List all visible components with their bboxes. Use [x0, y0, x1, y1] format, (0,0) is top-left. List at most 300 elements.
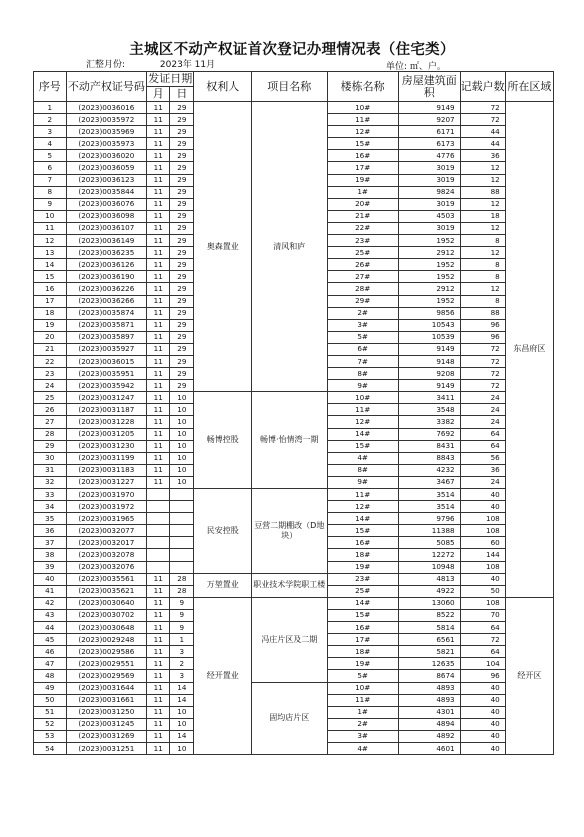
issue-day: 29	[170, 138, 194, 150]
row-number: 45	[34, 634, 67, 646]
cert-number: (2023)0031269	[66, 730, 147, 742]
household-count: 40	[460, 501, 505, 513]
issue-day: 14	[170, 730, 194, 742]
household-count: 64	[460, 646, 505, 658]
building-name: 14#	[327, 513, 398, 525]
floor-area: 7692	[398, 428, 460, 440]
floor-area: 2912	[398, 283, 460, 295]
building-name: 19#	[327, 561, 398, 573]
issue-month: 11	[147, 597, 170, 609]
owner-cell: 奥森置业	[194, 102, 252, 392]
row-number: 4	[34, 138, 67, 150]
cert-number: (2023)0031970	[66, 489, 147, 501]
row-number: 32	[34, 476, 67, 488]
issue-month: 11	[147, 428, 170, 440]
building-name: 11#	[327, 114, 398, 126]
building-name: 10#	[327, 392, 398, 404]
household-count: 24	[460, 404, 505, 416]
building-name: 8#	[327, 464, 398, 476]
building-name: 21#	[327, 210, 398, 222]
floor-area: 4892	[398, 730, 460, 742]
row-number: 39	[34, 561, 67, 573]
issue-day: 3	[170, 670, 194, 682]
issue-month: 11	[147, 162, 170, 174]
row-number: 2	[34, 114, 67, 126]
household-count: 8	[460, 235, 505, 247]
issue-month: 11	[147, 440, 170, 452]
floor-area: 3514	[398, 501, 460, 513]
cert-number: (2023)0035973	[66, 138, 147, 150]
issue-day: 9	[170, 609, 194, 621]
issue-month	[147, 525, 170, 537]
floor-area: 12635	[398, 658, 460, 670]
row-number: 52	[34, 718, 67, 730]
cert-number: (2023)0031183	[66, 464, 147, 476]
building-name: 1#	[327, 186, 398, 198]
household-count: 24	[460, 392, 505, 404]
issue-month: 11	[147, 283, 170, 295]
cert-number: (2023)0036235	[66, 247, 147, 259]
header-no: 序号	[34, 72, 67, 102]
building-name: 10#	[327, 682, 398, 694]
row-number: 43	[34, 609, 67, 621]
building-name: 17#	[327, 634, 398, 646]
issue-month: 11	[147, 380, 170, 392]
header-building: 楼栋名称	[327, 72, 398, 102]
cert-number: (2023)0035874	[66, 307, 147, 319]
building-name: 22#	[327, 222, 398, 234]
floor-area: 5085	[398, 537, 460, 549]
table-row	[34, 392, 554, 404]
building-name: 20#	[327, 198, 398, 210]
cert-number: (2023)0032017	[66, 537, 147, 549]
cert-number: (2023)0036266	[66, 295, 147, 307]
issue-month: 11	[147, 259, 170, 271]
cert-number: (2023)0029551	[66, 658, 147, 670]
issue-day: 1	[170, 634, 194, 646]
issue-day: 29	[170, 283, 194, 295]
row-number: 35	[34, 513, 67, 525]
building-name: 2#	[327, 307, 398, 319]
household-count: 64	[460, 428, 505, 440]
issue-month: 11	[147, 126, 170, 138]
issue-month: 11	[147, 102, 170, 114]
building-name: 3#	[327, 730, 398, 742]
issue-month: 11	[147, 718, 170, 730]
issue-month	[147, 561, 170, 573]
table-row	[34, 489, 554, 501]
owner-cell: 民安控股	[194, 489, 252, 574]
household-count: 72	[460, 102, 505, 114]
row-number: 44	[34, 622, 67, 634]
floor-area: 3382	[398, 416, 460, 428]
cert-number: (2023)0035621	[66, 585, 147, 597]
issue-day: 28	[170, 573, 194, 585]
issue-day: 10	[170, 404, 194, 416]
floor-area: 1952	[398, 235, 460, 247]
cert-number: (2023)0031247	[66, 392, 147, 404]
floor-area: 6561	[398, 634, 460, 646]
issue-day: 2	[170, 658, 194, 670]
issue-day: 29	[170, 355, 194, 367]
row-number: 24	[34, 380, 67, 392]
project-cell: 豆营二期棚改（D地块）	[252, 489, 327, 574]
issue-day: 29	[170, 102, 194, 114]
row-number: 49	[34, 682, 67, 694]
household-count: 24	[460, 476, 505, 488]
building-name: 15#	[327, 609, 398, 621]
floor-area: 13060	[398, 597, 460, 609]
issue-day	[170, 561, 194, 573]
building-name: 14#	[327, 597, 398, 609]
building-name: 4#	[327, 742, 398, 754]
floor-area: 5814	[398, 622, 460, 634]
row-number: 54	[34, 742, 67, 754]
issue-day: 10	[170, 416, 194, 428]
floor-area: 8522	[398, 609, 460, 621]
floor-area: 3548	[398, 404, 460, 416]
issue-month: 11	[147, 694, 170, 706]
header-project: 项目名称	[252, 72, 327, 102]
issue-day: 29	[170, 210, 194, 222]
registration-table	[33, 71, 554, 755]
building-name: 4#	[327, 452, 398, 464]
issue-day: 29	[170, 319, 194, 331]
issue-month: 11	[147, 392, 170, 404]
building-name: 1#	[327, 706, 398, 718]
issue-day	[170, 489, 194, 501]
household-count: 12	[460, 198, 505, 210]
issue-day: 10	[170, 464, 194, 476]
table-row	[34, 682, 554, 694]
table-body	[34, 102, 554, 755]
issue-day: 29	[170, 235, 194, 247]
row-number: 3	[34, 126, 67, 138]
row-number: 13	[34, 247, 67, 259]
floor-area: 1952	[398, 259, 460, 271]
cert-number: (2023)0031227	[66, 476, 147, 488]
issue-day	[170, 501, 194, 513]
issue-day: 10	[170, 706, 194, 718]
issue-day: 29	[170, 198, 194, 210]
cert-number: (2023)0030648	[66, 622, 147, 634]
issue-month: 11	[147, 368, 170, 380]
floor-area: 3467	[398, 476, 460, 488]
issue-month: 11	[147, 476, 170, 488]
household-count: 144	[460, 549, 505, 561]
row-number: 42	[34, 597, 67, 609]
building-name: 11#	[327, 489, 398, 501]
household-count: 12	[460, 222, 505, 234]
household-count: 40	[460, 706, 505, 718]
floor-area: 10543	[398, 319, 460, 331]
building-name: 14#	[327, 428, 398, 440]
row-number: 53	[34, 730, 67, 742]
row-number: 30	[34, 452, 67, 464]
report-month-label: 汇整月份:	[86, 60, 126, 70]
row-number: 7	[34, 174, 67, 186]
row-number: 48	[34, 670, 67, 682]
cert-number: (2023)0031205	[66, 428, 147, 440]
cert-number: (2023)0036076	[66, 198, 147, 210]
household-count: 96	[460, 331, 505, 343]
household-count: 8	[460, 259, 505, 271]
issue-day: 9	[170, 597, 194, 609]
issue-month: 11	[147, 730, 170, 742]
issue-day: 10	[170, 392, 194, 404]
household-count: 88	[460, 186, 505, 198]
building-name: 5#	[327, 331, 398, 343]
floor-area: 4893	[398, 694, 460, 706]
issue-month: 11	[147, 706, 170, 718]
floor-area: 9149	[398, 343, 460, 355]
cert-number: (2023)0036190	[66, 271, 147, 283]
issue-day: 29	[170, 150, 194, 162]
issue-month: 11	[147, 295, 170, 307]
project-cell: 固均店片区	[252, 682, 327, 755]
building-name: 12#	[327, 126, 398, 138]
floor-area: 4301	[398, 706, 460, 718]
household-count: 108	[460, 525, 505, 537]
row-number: 40	[34, 573, 67, 585]
row-number: 12	[34, 235, 67, 247]
floor-area: 6171	[398, 126, 460, 138]
floor-area: 9149	[398, 380, 460, 392]
household-count: 50	[460, 585, 505, 597]
issue-month: 11	[147, 609, 170, 621]
household-count: 104	[460, 658, 505, 670]
row-number: 46	[34, 646, 67, 658]
household-count: 40	[460, 742, 505, 754]
header-month: 月	[147, 87, 170, 102]
building-name: 2#	[327, 718, 398, 730]
unit-note: 单位: ㎡、户。	[386, 62, 446, 72]
floor-area: 9856	[398, 307, 460, 319]
cert-number: (2023)0035897	[66, 331, 147, 343]
issue-month: 11	[147, 307, 170, 319]
floor-area: 4776	[398, 150, 460, 162]
floor-area: 9208	[398, 368, 460, 380]
floor-area: 3019	[398, 222, 460, 234]
issue-month	[147, 513, 170, 525]
row-number: 51	[34, 706, 67, 718]
building-name: 17#	[327, 162, 398, 174]
floor-area: 2912	[398, 247, 460, 259]
row-number: 25	[34, 392, 67, 404]
cert-number: (2023)0035972	[66, 114, 147, 126]
row-number: 9	[34, 198, 67, 210]
issue-month: 11	[147, 682, 170, 694]
issue-month: 11	[147, 210, 170, 222]
cert-number: (2023)0036149	[66, 235, 147, 247]
household-count: 40	[460, 489, 505, 501]
building-name: 25#	[327, 585, 398, 597]
household-count: 60	[460, 537, 505, 549]
row-number: 29	[34, 440, 67, 452]
issue-day: 29	[170, 174, 194, 186]
building-name: 7#	[327, 355, 398, 367]
issue-month: 11	[147, 331, 170, 343]
household-count: 64	[460, 440, 505, 452]
cert-number: (2023)0029586	[66, 646, 147, 658]
row-number: 21	[34, 343, 67, 355]
cert-number: (2023)0036016	[66, 102, 147, 114]
issue-day: 10	[170, 440, 194, 452]
cert-number: (2023)0035871	[66, 319, 147, 331]
issue-month: 11	[147, 404, 170, 416]
row-number: 19	[34, 319, 67, 331]
building-name: 19#	[327, 174, 398, 186]
building-name: 27#	[327, 271, 398, 283]
issue-day: 3	[170, 646, 194, 658]
cert-number: (2023)0031965	[66, 513, 147, 525]
building-name: 3#	[327, 319, 398, 331]
building-name: 28#	[327, 283, 398, 295]
household-count: 36	[460, 464, 505, 476]
building-name: 26#	[327, 259, 398, 271]
issue-day: 28	[170, 585, 194, 597]
issue-month	[147, 537, 170, 549]
household-count: 72	[460, 355, 505, 367]
issue-month: 11	[147, 585, 170, 597]
row-number: 23	[34, 368, 67, 380]
header-owner: 权利人	[194, 72, 252, 102]
building-name: 12#	[327, 501, 398, 513]
header-cert: 不动产权证号码	[66, 72, 147, 102]
header-date: 发证日期	[148, 72, 193, 85]
owner-cell: 万堃置业	[194, 573, 252, 597]
project-cell: 畅博·怡情湾一期	[252, 392, 327, 489]
issue-month: 11	[147, 198, 170, 210]
row-number: 10	[34, 210, 67, 222]
building-name: 23#	[327, 235, 398, 247]
floor-area: 6173	[398, 138, 460, 150]
header-households: 记载户数	[460, 72, 505, 102]
household-count: 72	[460, 343, 505, 355]
row-number: 47	[34, 658, 67, 670]
household-count: 72	[460, 634, 505, 646]
issue-month: 11	[147, 658, 170, 670]
issue-month: 11	[147, 114, 170, 126]
cert-number: (2023)0036020	[66, 150, 147, 162]
building-name: 18#	[327, 646, 398, 658]
issue-month: 11	[147, 634, 170, 646]
household-count: 40	[460, 573, 505, 585]
row-number: 11	[34, 222, 67, 234]
household-count: 36	[460, 150, 505, 162]
project-cell: 清风和庐	[252, 102, 327, 392]
issue-day: 29	[170, 114, 194, 126]
floor-area: 9824	[398, 186, 460, 198]
issue-day	[170, 525, 194, 537]
row-number: 33	[34, 489, 67, 501]
issue-month: 11	[147, 150, 170, 162]
project-cell: 冯庄片区及二期	[252, 597, 327, 682]
household-count: 96	[460, 319, 505, 331]
issue-day: 29	[170, 295, 194, 307]
cert-number: (2023)0036098	[66, 210, 147, 222]
building-name: 19#	[327, 658, 398, 670]
cert-number: (2023)0031230	[66, 440, 147, 452]
issue-month: 11	[147, 247, 170, 259]
household-count: 70	[460, 609, 505, 621]
issue-month: 11	[147, 452, 170, 464]
district-cell: 经开区	[505, 597, 553, 754]
row-number: 34	[34, 501, 67, 513]
table-row	[34, 102, 554, 114]
cert-number: (2023)0031187	[66, 404, 147, 416]
cert-number: (2023)0036123	[66, 174, 147, 186]
floor-area: 4813	[398, 573, 460, 585]
row-number: 41	[34, 585, 67, 597]
household-count: 18	[460, 210, 505, 222]
issue-month: 11	[147, 355, 170, 367]
issue-day: 29	[170, 380, 194, 392]
row-number: 20	[34, 331, 67, 343]
cert-number: (2023)0035927	[66, 343, 147, 355]
cert-number: (2023)0031644	[66, 682, 147, 694]
issue-day	[170, 537, 194, 549]
row-number: 17	[34, 295, 67, 307]
building-name: 6#	[327, 343, 398, 355]
household-count: 56	[460, 452, 505, 464]
floor-area: 3514	[398, 489, 460, 501]
issue-day: 14	[170, 694, 194, 706]
issue-month	[147, 549, 170, 561]
cert-number: (2023)0036015	[66, 355, 147, 367]
household-count: 24	[460, 416, 505, 428]
floor-area: 8843	[398, 452, 460, 464]
row-number: 6	[34, 162, 67, 174]
building-name: 9#	[327, 476, 398, 488]
household-count: 8	[460, 271, 505, 283]
floor-area: 9149	[398, 102, 460, 114]
issue-month: 11	[147, 622, 170, 634]
household-count: 44	[460, 138, 505, 150]
floor-area: 9207	[398, 114, 460, 126]
building-name: 29#	[327, 295, 398, 307]
table-row	[34, 597, 554, 609]
cert-number: (2023)0030702	[66, 609, 147, 621]
issue-day: 29	[170, 126, 194, 138]
household-count: 40	[460, 682, 505, 694]
household-count: 12	[460, 162, 505, 174]
row-number: 5	[34, 150, 67, 162]
floor-area: 3019	[398, 162, 460, 174]
project-cell: 职业技术学院职工楼	[252, 573, 327, 597]
issue-day: 10	[170, 452, 194, 464]
row-number: 38	[34, 549, 67, 561]
building-name: 16#	[327, 622, 398, 634]
household-count: 12	[460, 283, 505, 295]
household-count: 12	[460, 247, 505, 259]
building-name: 18#	[327, 549, 398, 561]
household-count: 108	[460, 561, 505, 573]
cert-number: (2023)0031251	[66, 742, 147, 754]
household-count: 44	[460, 126, 505, 138]
row-number: 15	[34, 271, 67, 283]
issue-month: 11	[147, 573, 170, 585]
cert-number: (2023)0031972	[66, 501, 147, 513]
issue-month: 11	[147, 464, 170, 476]
household-count: 108	[460, 597, 505, 609]
building-name: 11#	[327, 404, 398, 416]
issue-month: 11	[147, 186, 170, 198]
issue-day	[170, 549, 194, 561]
building-name: 11#	[327, 694, 398, 706]
table-row	[34, 573, 554, 585]
issue-month: 11	[147, 742, 170, 754]
